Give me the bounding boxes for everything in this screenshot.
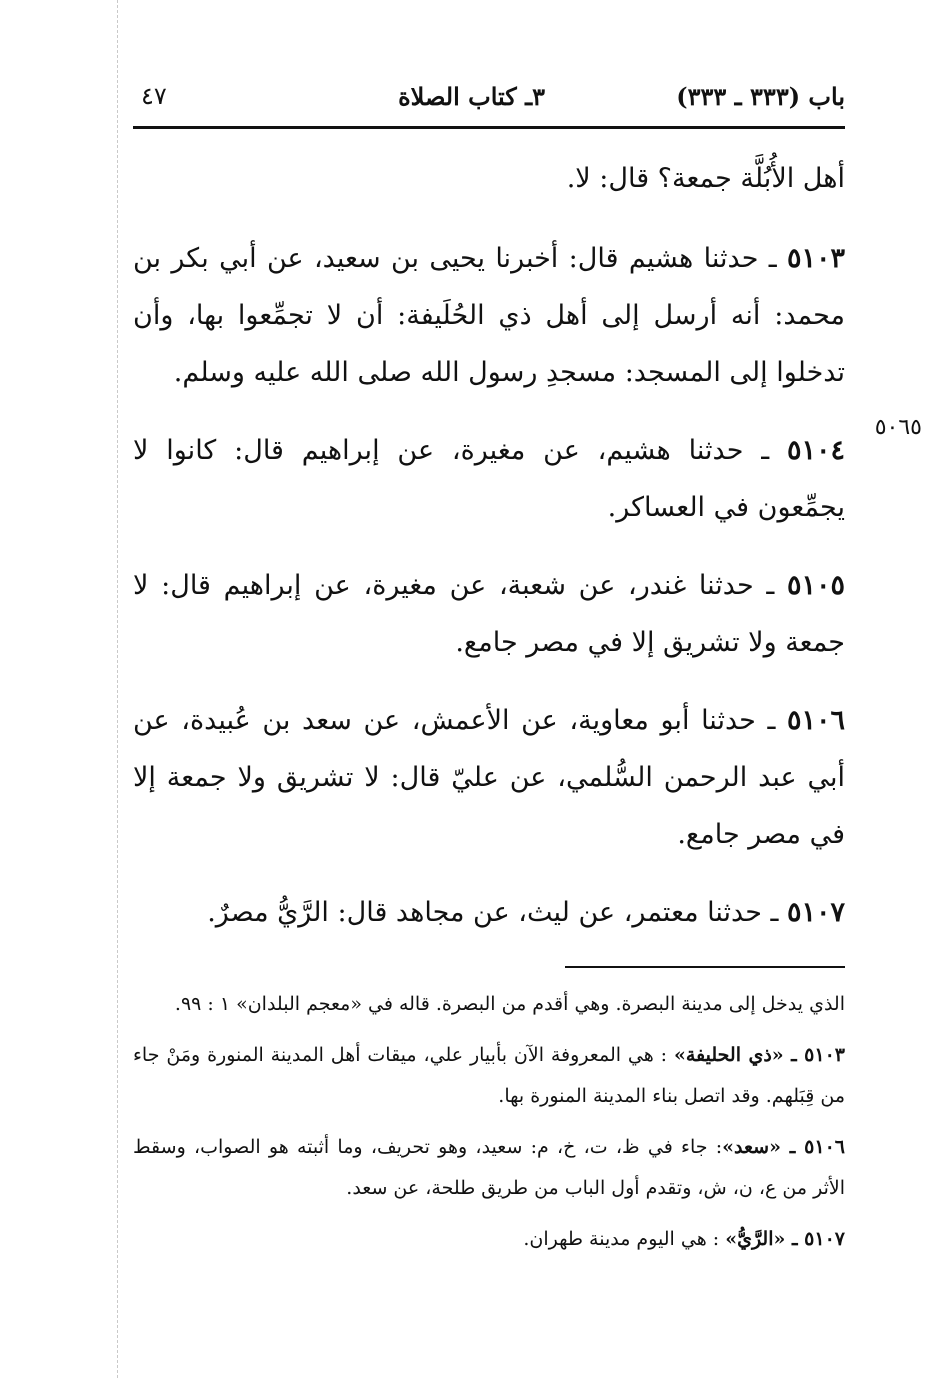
chapter-range: باب (٣٣٣ ـ ٣٣٣) bbox=[676, 82, 845, 111]
paragraph bbox=[133, 150, 845, 207]
page-gutter-line bbox=[117, 0, 118, 1378]
footnote-number: ٥١٠٦ bbox=[804, 1136, 845, 1158]
footnote bbox=[133, 1035, 845, 1117]
hadith-number: ٥١٠٣ bbox=[786, 243, 845, 274]
footnote-number: ٥١٠٣ bbox=[804, 1044, 845, 1066]
paragraph bbox=[133, 884, 845, 941]
footnote bbox=[133, 1127, 845, 1209]
footnote-term: ـ «ذي الحليفة» bbox=[673, 1044, 805, 1066]
paragraph bbox=[133, 692, 845, 863]
footnote-text: : جاء في ظ، ت، خ، م: سعيد، وهو تحريف، وما أثبته هو الصواب، وسقط الأثر من ع، ن، ش، وتقدم أول الباب من طريق طلحة، عن سعد. bbox=[133, 1136, 845, 1199]
footnote bbox=[133, 984, 845, 1025]
book-title: ٣ـ كتاب الصلاة bbox=[398, 82, 545, 111]
footnote-text: : هي المعروفة الآن بأبيار علي، ميقات أهل المدينة المنورة ومَنْ جاء من قِبَلهم. وقد اتصل بناء المدينة المنورة بها. bbox=[133, 1044, 845, 1107]
hadith-number: ٥١٠٧ bbox=[786, 897, 845, 928]
footnote-rule bbox=[565, 966, 845, 968]
hadith-number: ٥١٠٤ bbox=[786, 435, 845, 466]
header-rule bbox=[133, 126, 845, 129]
paragraph-text: أهل الأُبُلَّة جمعة؟ قال: لا. bbox=[566, 163, 845, 194]
paragraph bbox=[133, 557, 845, 671]
paragraph-text: ـ حدثنا غندر، عن شعبة، عن مغيرة، عن إبراهيم قال: لا جمعة ولا تشريق إلا في مصر جامع. bbox=[133, 570, 845, 658]
footnotes bbox=[133, 984, 845, 1270]
footnote-text: : هي اليوم مدينة طهران. bbox=[523, 1228, 726, 1250]
footnote-term: ـ «الرَّيُّ» bbox=[725, 1228, 805, 1250]
page-header bbox=[133, 82, 845, 122]
page-number: ٤٧ bbox=[141, 82, 167, 110]
margin-reference-number: ٥٠٦٥ bbox=[874, 415, 922, 440]
paragraph-text: ـ حدثنا هشيم، عن مغيرة، عن إبراهيم قال: كانوا لا يجمِّعون في العساكر. bbox=[133, 435, 845, 523]
footnote-number: ٥١٠٧ bbox=[804, 1228, 845, 1250]
paragraph bbox=[133, 422, 845, 536]
footnote-text: الذي يدخل إلى مدينة البصرة. وهي أقدم من البصرة. قاله في «معجم البلدان» ١ : ٩٩. bbox=[174, 993, 845, 1015]
main-text bbox=[133, 150, 845, 962]
paragraph-text: ـ حدثنا أبو معاوية، عن الأعمش، عن سعد بن عُبيدة، عن أبي عبد الرحمن السُّلمي، عن عليّ قال: لا تشريق ولا جمعة إلا في مصر جامع. bbox=[133, 705, 845, 850]
paragraph-text: ـ حدثنا هشيم قال: أخبرنا يحيى بن سعيد، عن أبي بكر بن محمد: أنه أرسل إلى أهل ذي الحُلَيفة: أن لا تجمِّعوا بها، وأن تدخلوا إلى المسجد: مسجدِ رسول الله صلى الله عليه وسلم. bbox=[133, 243, 845, 388]
footnote bbox=[133, 1219, 845, 1260]
hadith-number: ٥١٠٥ bbox=[786, 570, 845, 601]
footnote-term: ـ «سعد» bbox=[722, 1136, 805, 1158]
paragraph bbox=[133, 230, 845, 401]
paragraph-text: ـ حدثنا معتمر، عن ليث، عن مجاهد قال: الرَّيُّ مصرٌ. bbox=[207, 897, 787, 928]
hadith-number: ٥١٠٦ bbox=[786, 705, 845, 736]
